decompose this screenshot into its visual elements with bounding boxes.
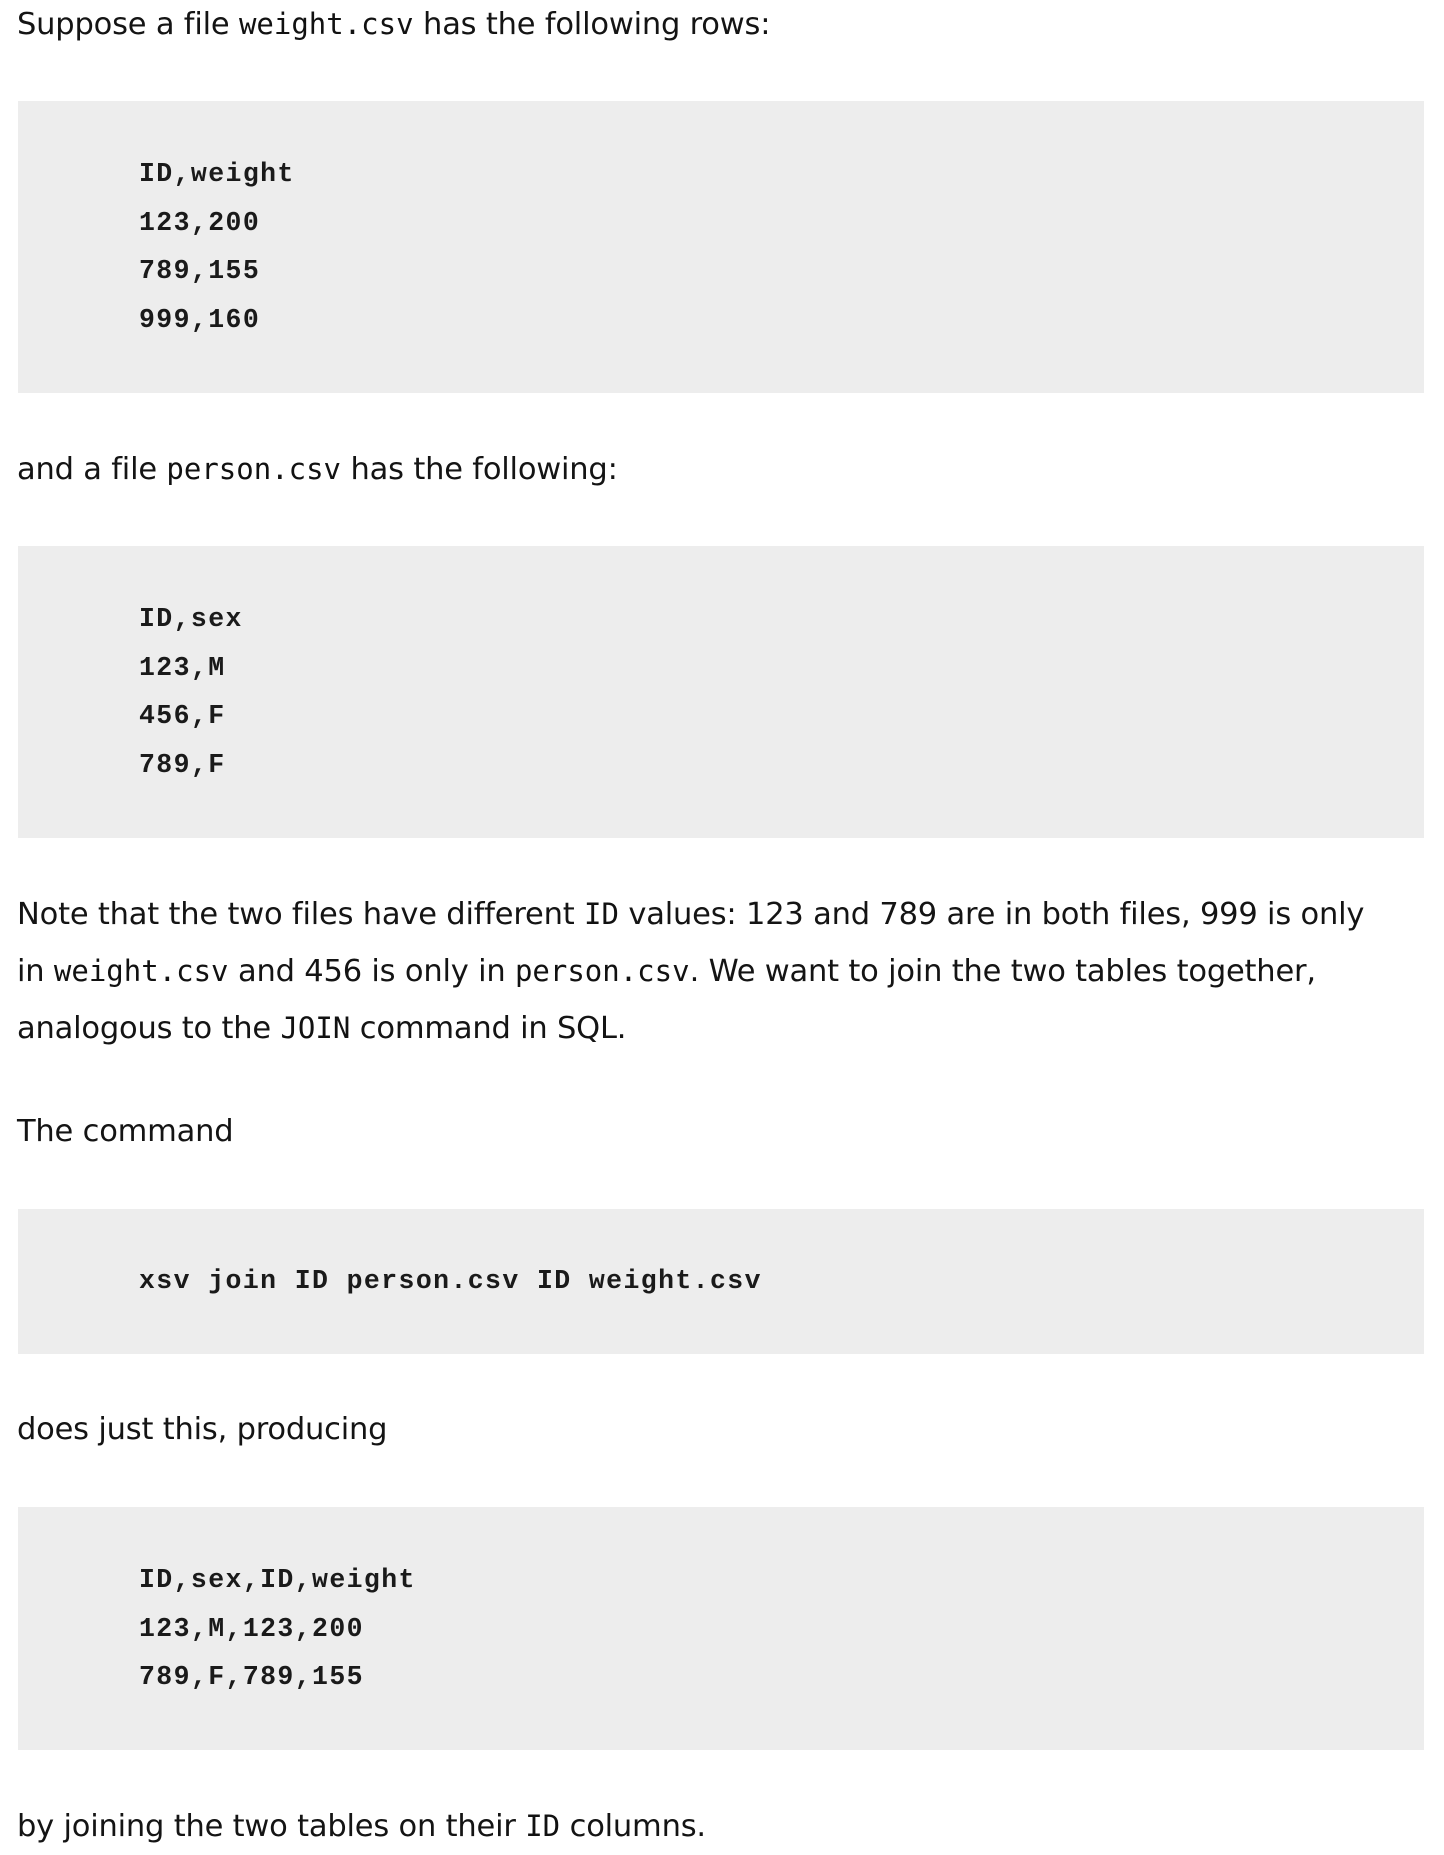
inline-code-id: ID bbox=[584, 897, 619, 931]
code-line: xsv join ID person.csv ID weight.csv bbox=[139, 1266, 762, 1296]
inline-code-filename: weight.csv bbox=[238, 7, 414, 41]
paragraph-text: and 456 is only in bbox=[228, 954, 515, 989]
code-line: 123,M bbox=[139, 652, 226, 683]
code-line: 789,F,789,155 bbox=[139, 1662, 364, 1692]
paragraph-the-command bbox=[17, 1104, 1417, 1160]
code-block-xsv-command bbox=[18, 1209, 1424, 1354]
code-line: 123,M,123,200 bbox=[139, 1613, 364, 1644]
paragraph-text: has the following rows: bbox=[413, 7, 771, 42]
code-line: ID,weight bbox=[139, 159, 295, 189]
paragraph-text: command in SQL. bbox=[350, 1011, 627, 1046]
paragraph-intro-person bbox=[17, 441, 1417, 498]
inline-code-filename: person.csv bbox=[166, 452, 342, 486]
inline-code-id: ID bbox=[525, 1809, 561, 1843]
code-content bbox=[139, 1556, 416, 1702]
paragraph-text: values: 123 and 789 are in both files, 999 is only bbox=[618, 897, 1365, 932]
inline-code-filename: weight.csv bbox=[53, 954, 229, 988]
paragraph-text: analogous to the bbox=[17, 1011, 281, 1046]
paragraph-note-ids bbox=[17, 886, 1417, 1057]
paragraph-line bbox=[17, 886, 1417, 943]
paragraph-text: The command bbox=[17, 1114, 234, 1149]
code-line: 123,200 bbox=[139, 207, 261, 238]
code-line: ID,sex bbox=[139, 604, 243, 634]
paragraph-producing bbox=[17, 1402, 1417, 1458]
paragraph-line bbox=[17, 1000, 1417, 1057]
paragraph-text: has the following: bbox=[341, 452, 618, 487]
code-block-weight-csv bbox=[18, 101, 1424, 393]
paragraph-text: and a file bbox=[17, 452, 167, 487]
code-line: 999,160 bbox=[139, 304, 261, 335]
paragraph-text: Suppose a file bbox=[17, 7, 239, 42]
paragraph-text: columns. bbox=[560, 1809, 706, 1844]
code-content bbox=[139, 1257, 762, 1306]
paragraph-text: by joining the two tables on their bbox=[17, 1809, 526, 1844]
inline-code-join: JOIN bbox=[280, 1011, 351, 1045]
paragraph-intro-weight bbox=[17, 0, 1417, 53]
paragraph-conclusion bbox=[17, 1798, 1417, 1855]
code-line: 789,155 bbox=[139, 256, 261, 286]
code-line: ID,sex,ID,weight bbox=[139, 1565, 416, 1595]
code-block-join-output bbox=[18, 1507, 1424, 1750]
paragraph-text: in bbox=[17, 954, 54, 989]
paragraph-text: . We want to join the two tables together, bbox=[689, 954, 1316, 989]
code-line: 456,F bbox=[139, 701, 226, 731]
code-line: 789,F bbox=[139, 749, 226, 780]
inline-code-filename: person.csv bbox=[514, 954, 690, 988]
paragraph-line bbox=[17, 943, 1417, 1000]
paragraph-text: does just this, producing bbox=[17, 1412, 388, 1447]
paragraph-text: Note that the two files have different bbox=[17, 897, 584, 932]
code-content bbox=[139, 150, 295, 344]
code-content bbox=[139, 595, 243, 789]
code-block-person-csv bbox=[18, 546, 1424, 838]
